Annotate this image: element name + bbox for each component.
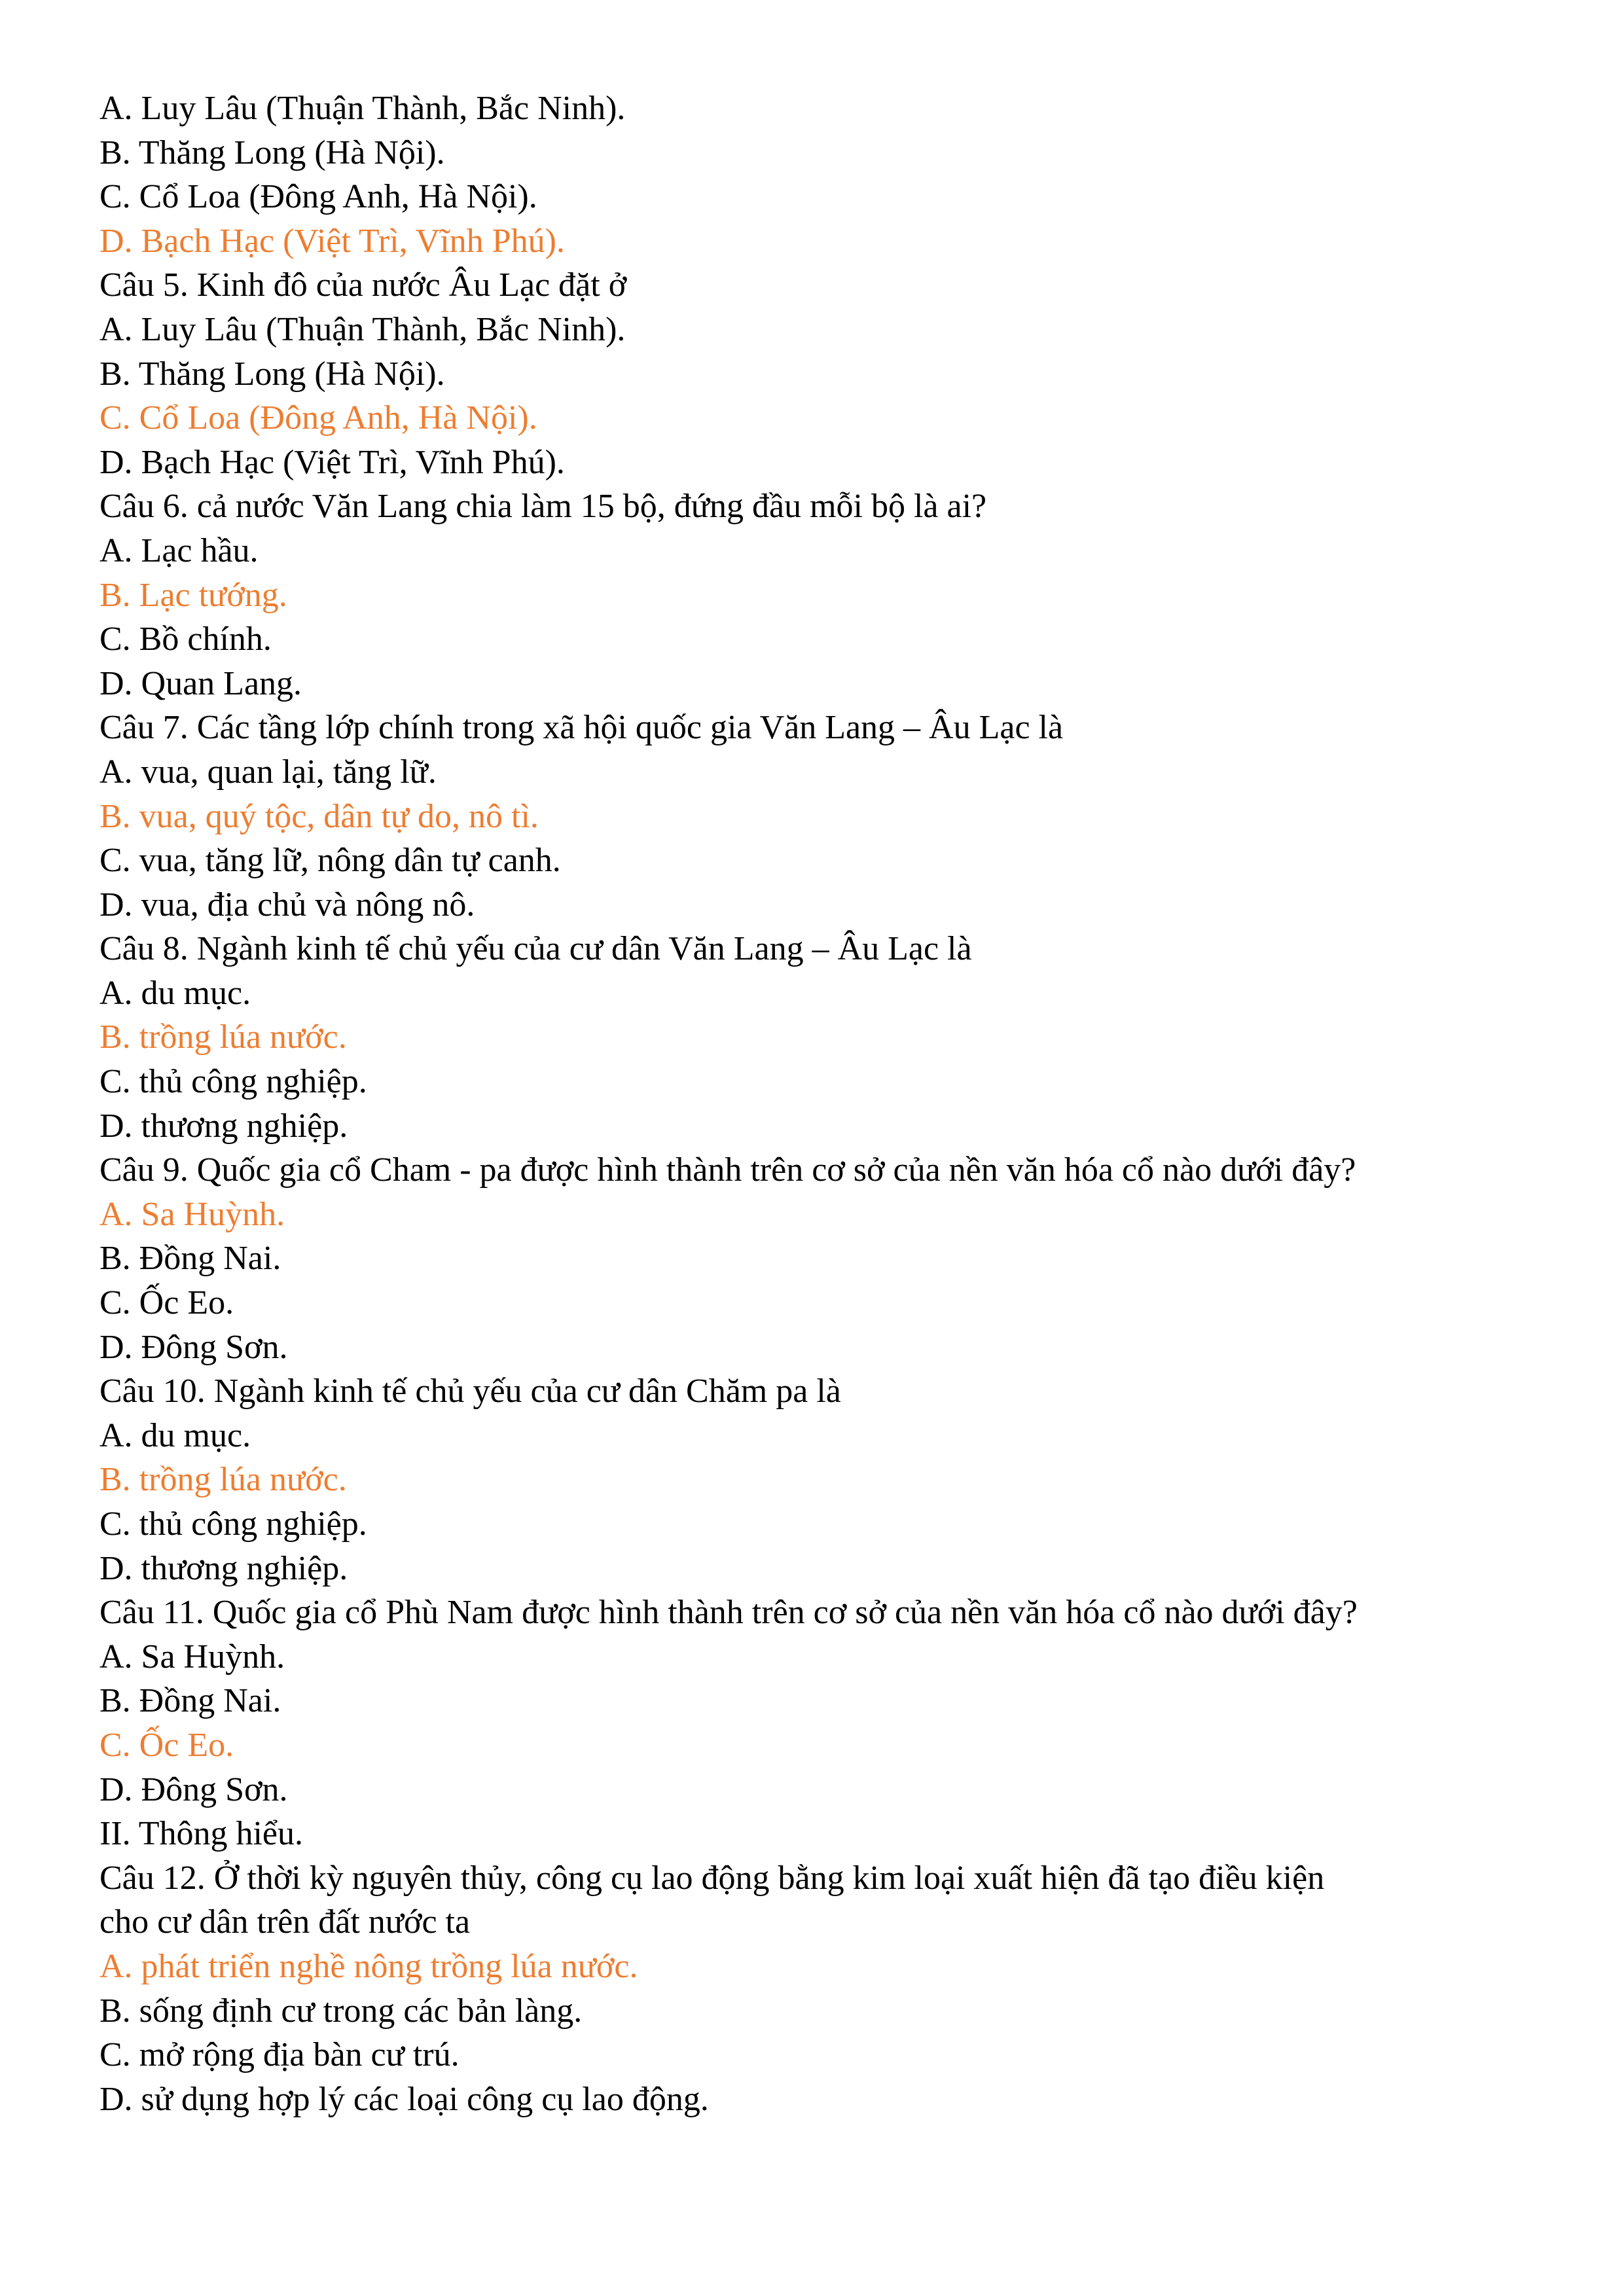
- question-text: Câu 9. Quốc gia cổ Cham - pa được hình thành trên cơ sở của nền văn hóa cổ nào dưới đây?: [99, 1151, 1356, 1189]
- answer-option: B. Thăng Long (Hà Nội).: [99, 355, 445, 393]
- question-text: Câu 8. Ngành kinh tế chủ yếu của cư dân Văn Lang – Âu Lạc là: [99, 930, 972, 968]
- answer-option: A. du mục.: [99, 974, 251, 1012]
- answer-option: D. Bạch Hạc (Việt Trì, Vĩnh Phú).: [99, 443, 565, 481]
- question-text: Câu 12. Ở thời kỳ nguyên thủy, công cụ lao động bằng kim loại xuất hiện đã tạo điều kiện: [99, 1859, 1325, 1897]
- answer-option: C. vua, tăng lữ, nông dân tự canh.: [99, 842, 561, 880]
- answer-option: C. Ốc Eo.: [99, 1284, 234, 1322]
- answer-option: B. Thăng Long (Hà Nội).: [99, 134, 445, 171]
- correct-answer-option: B. trồng lúa nước.: [99, 1018, 347, 1056]
- correct-answer-option: D. Bạch Hạc (Việt Trì, Vĩnh Phú).: [99, 222, 565, 260]
- answer-option: C. Cổ Loa (Đông Anh, Hà Nội).: [99, 178, 537, 216]
- correct-answer-option: B. trồng lúa nước.: [99, 1461, 347, 1499]
- correct-answer-option: C. Cổ Loa (Đông Anh, Hà Nội).: [99, 399, 537, 437]
- answer-option: A. Luy Lâu (Thuận Thành, Bắc Ninh).: [99, 310, 626, 348]
- answer-option: D. vua, địa chủ và nông nô.: [99, 886, 475, 924]
- correct-answer-option: C. Ốc Eo.: [99, 1726, 234, 1764]
- answer-option: C. thủ công nghiệp.: [99, 1063, 367, 1101]
- correct-answer-option: B. Lạc tướng.: [99, 576, 287, 614]
- answer-option: A. du mục.: [99, 1416, 251, 1454]
- answer-option: D. thương nghiệp.: [99, 1107, 348, 1145]
- correct-answer-option: A. Sa Huỳnh.: [99, 1195, 285, 1233]
- correct-answer-option: B. vua, quý tộc, dân tự do, nô tì.: [99, 797, 539, 835]
- question-list: [99, 86, 1540, 2121]
- answer-option: A. Lạc hầu.: [99, 531, 259, 569]
- question-text: Câu 5. Kinh đô của nước Âu Lạc đặt ở: [99, 266, 627, 304]
- answer-option: D. Quan Lang.: [99, 664, 302, 702]
- answer-option: B. Đồng Nai.: [99, 1240, 281, 1278]
- answer-option: A. vua, quan lại, tăng lữ.: [99, 753, 437, 791]
- answer-option: A. Luy Lâu (Thuận Thành, Bắc Ninh).: [99, 90, 626, 127]
- question-text: Câu 10. Ngành kinh tế chủ yếu của cư dân Chăm pa là: [99, 1372, 841, 1410]
- answer-option: C. mở rộng địa bàn cư trú.: [99, 2036, 460, 2074]
- answer-option: C. Bồ chính.: [99, 620, 272, 658]
- answer-option: cho cư dân trên đất nước ta: [99, 1903, 471, 1941]
- answer-option: C. thủ công nghiệp.: [99, 1505, 367, 1543]
- correct-answer-option: A. phát triển nghề nông trồng lúa nước.: [99, 1947, 638, 1985]
- answer-option: D. thương nghiệp.: [99, 1549, 348, 1587]
- question-text: Câu 7. Các tầng lớp chính trong xã hội quốc gia Văn Lang – Âu Lạc là: [99, 709, 1064, 747]
- question-text: Câu 6. cả nước Văn Lang chia làm 15 bộ, đứng đầu mỗi bộ là ai?: [99, 488, 987, 526]
- answer-option: A. Sa Huỳnh.: [99, 1638, 285, 1676]
- answer-option: B. sống định cư trong các bản làng.: [99, 1992, 583, 2030]
- answer-option: D. Đông Sơn.: [99, 1770, 288, 1808]
- answer-option: D. Đông Sơn.: [99, 1328, 288, 1366]
- question-text: Câu 11. Quốc gia cổ Phù Nam được hình thành trên cơ sở của nền văn hóa cổ nào dưới đây?: [99, 1594, 1358, 1632]
- document-page: [99, 86, 1540, 2121]
- section-heading: II. Thông hiểu.: [99, 1815, 303, 1853]
- answer-option: D. sử dụng hợp lý các loại công cụ lao động.: [99, 2080, 709, 2118]
- answer-option: B. Đồng Nai.: [99, 1682, 281, 1720]
